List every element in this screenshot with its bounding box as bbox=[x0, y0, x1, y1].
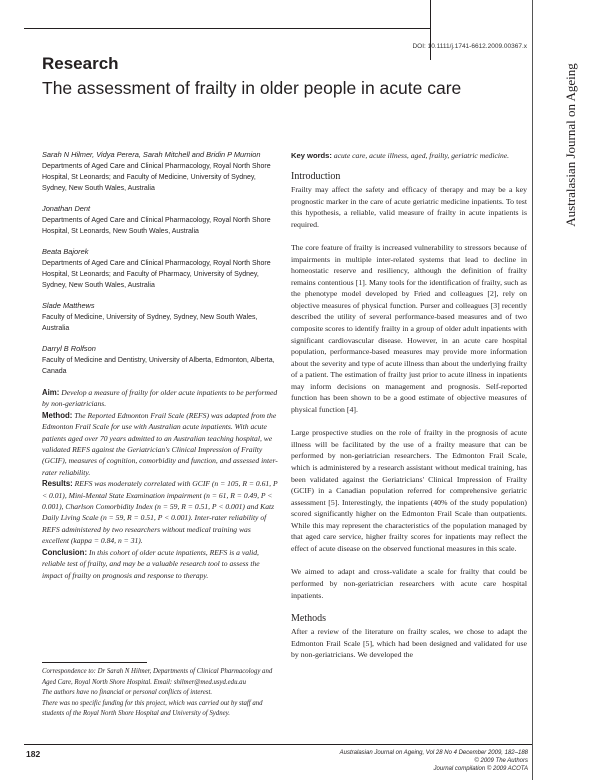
body-paragraph: We aimed to adapt and cross-validate a scale for frailty that could be performed by non-geriatrician researchers with acute care hospital inpatients. bbox=[291, 567, 527, 600]
body-paragraph: Frailty may affect the safety and efficacy of therapy and may be a key prognostic marker in the care of acute geriatric medicine inpatients. To test this hypothesis, a reliable, valid measure of frailty in acute inpatients is required. bbox=[291, 185, 527, 229]
abstract-conclusion: In this cohort of older acute inpatients, REFS is a valid, reliable test of frailty, and may be a valuable research tool to assess the impact of frailty on prognosis and response to therapy. bbox=[42, 547, 260, 580]
abstract-results: REFS was moderately correlated with GCIF (n = 105, R = 0.61, P < 0.01), Mini-Mental State Examination impairment (n = 61, R = 0.49, P < 0.001), Charlson Comorbidity Index (n = 59, R = 0.51, P < 0.001) and Katz Daily Living Scale (n = 59, R = 0.51, P < 0.001). Inter-rater reliability of REFS administered by two researchers without medical training was excellent (kappa = 0.84, n = 31). bbox=[42, 479, 278, 546]
page-number: 182 bbox=[26, 749, 41, 759]
author-name: Sarah N Hilmer, Vidya Perera, Sarah Mitchell and Bridin P Murnion bbox=[42, 150, 261, 159]
header-rule bbox=[24, 28, 430, 29]
keywords-label: Key words: bbox=[291, 151, 332, 160]
footer-copyright: © 2009 The Authors bbox=[474, 758, 528, 764]
author-name: Jonathan Dent bbox=[42, 204, 91, 213]
abstract-method: The Reported Edmonton Frail Scale (REFS) was adapted from the Edmonton Frail Scale for use with Australian acute inpatients. With acute patients aged over 70 years admitted to an Australian teaching hospital, we validated REFS against the Geriatrician's Clinical Impression of Frailty (GCIF), measures of cognition, comorbidity and function, and assessed inter-rater reliability. bbox=[42, 410, 278, 477]
author-name: Darryl B Rolfson bbox=[42, 344, 96, 353]
body-column bbox=[291, 150, 527, 673]
journal-side-title: Australasian Journal on Ageing bbox=[563, 63, 578, 227]
author-affiliation: Departments of Aged Care and Clinical Pharmacology, Royal North Shore Hospital, St Leonards; and Faculty of Pharmacy, University of Sydney, Sydney, New South Wales, Australia bbox=[42, 260, 271, 289]
keywords-value: acute care, acute illness, aged, frailty, geriatric medicine. bbox=[331, 151, 510, 160]
correspondence bbox=[42, 667, 278, 720]
footer-rule bbox=[24, 744, 532, 745]
author-affiliation: Departments of Aged Care and Clinical Pharmacology, Royal North Shore Hospital, St Leonards, New South Wales, Australia bbox=[42, 217, 271, 235]
funding-statement: There was no specific funding for this project, which was carried out by staff and students of the Royal North Shore Hospital and University of Sydney. bbox=[42, 699, 263, 718]
article-title: The assessment of frailty in older people in acute care bbox=[42, 78, 462, 98]
footer-compilation: Journal compilation © 2009 ACOTA bbox=[433, 766, 528, 772]
side-column-rule bbox=[532, 0, 533, 780]
author-affiliation: Departments of Aged Care and Clinical Pharmacology, Royal North Shore Hospital, St Leonards; and Faculty of Medicine, University of Sydney, Sydney, New South Wales, Australia bbox=[42, 163, 271, 192]
abstract-method-label: Method: bbox=[42, 410, 73, 420]
section-heading-methods: Methods bbox=[291, 613, 326, 625]
header-vertical-rule bbox=[430, 0, 431, 60]
abstract bbox=[42, 387, 278, 581]
abstract-conclusion-label: Conclusion: bbox=[42, 547, 88, 557]
author-name: Beata Bajorek bbox=[42, 247, 89, 256]
author-affiliation: Faculty of Medicine, University of Sydney, Sydney, New South Wales, Australia bbox=[42, 314, 258, 332]
conflict-statement: The authors have no financial or personal conflicts of interest. bbox=[42, 689, 213, 697]
author-column bbox=[42, 150, 278, 581]
section-label: Research bbox=[42, 54, 119, 73]
body-paragraph: The core feature of frailty is increased vulnerability to stressors because of impairments in multiple inter-related systems that lead to decline in homeostatic reserve and resiliency, although the definition of frailty remains contentious [1]. Many tools for the identification of frailty, such as the phenotype model developed by Fried and colleagues [2], rely on objective measures of physical function. Purser and colleagues [3] recently described the utility of several performance-based measures and of two composite scores to identify frailty in a group of older adult inpatients with significant cardiovascular disease. However, in an acute care hospital population, performance-based measures may provide more information about the severity and type of acute illness than about the underlying frailty of a patient. The estimation of frailty just prior to acute illness in inpatients may inform decisions on management and prognosis. Self-reported function has been shown to be a good estimate of objective measures of physical function [4]. bbox=[291, 243, 527, 414]
correspondence-address: Correspondence to: Dr Sarah N Hilmer, Departments of Clinical Pharmacology and Aged Care, Royal North Shore Hospital. Email: shilmer@med.usyd.edu.au bbox=[42, 668, 273, 686]
abstract-results-label: Results: bbox=[42, 479, 73, 489]
keywords bbox=[291, 150, 527, 161]
section-heading-introduction: Introduction bbox=[291, 171, 341, 182]
author-affiliation: Faculty of Medicine and Dentistry, University of Alberta, Edmonton, Alberta, Canada bbox=[42, 357, 275, 375]
body-paragraph: After a review of the literature on frailty scales, we chose to adapt the Edmonton Frail Scale [5], which had been designed and validated for use by non-geriatricians. We developed the bbox=[291, 627, 527, 660]
footer-citation bbox=[300, 749, 528, 773]
body-paragraph: Large prospective studies on the role of frailty in the prognosis of acute illness will be facilitated by the use of a frailty measure that can be performed by non-geriatrician researchers. The Edmonton Frail Scale, which is administered by a research assistant without medical training, has been validated against the Geriatricians' Clinical Impression of Frailty (GCIF) in a Canadian population referred for comprehensive geriatric assessment [5]. Interestingly, the inpatients (40% of the study population) scored significantly higher on the Edmonton Frail Scale than outpatients. While this may represent the characteristics of the population managed by that aged care service, higher frailty scores for inpatients may reflect the effect of acute disease on the observed functional measures in this scale. bbox=[291, 428, 527, 553]
abstract-aim: Develop a measure of frailty for older acute inpatients to be performed by non-geriatricians. bbox=[42, 388, 278, 409]
author-name: Slade Matthews bbox=[42, 301, 95, 310]
footer-journal-line: Australasian Journal on Ageing, Vol 28 No 4 December 2009, 182–188 bbox=[339, 750, 528, 756]
correspondence-rule bbox=[42, 662, 147, 663]
doi: DOI: 10.1111/j.1741-6612.2009.00367.x bbox=[412, 43, 527, 50]
abstract-aim-label: Aim: bbox=[42, 388, 60, 397]
